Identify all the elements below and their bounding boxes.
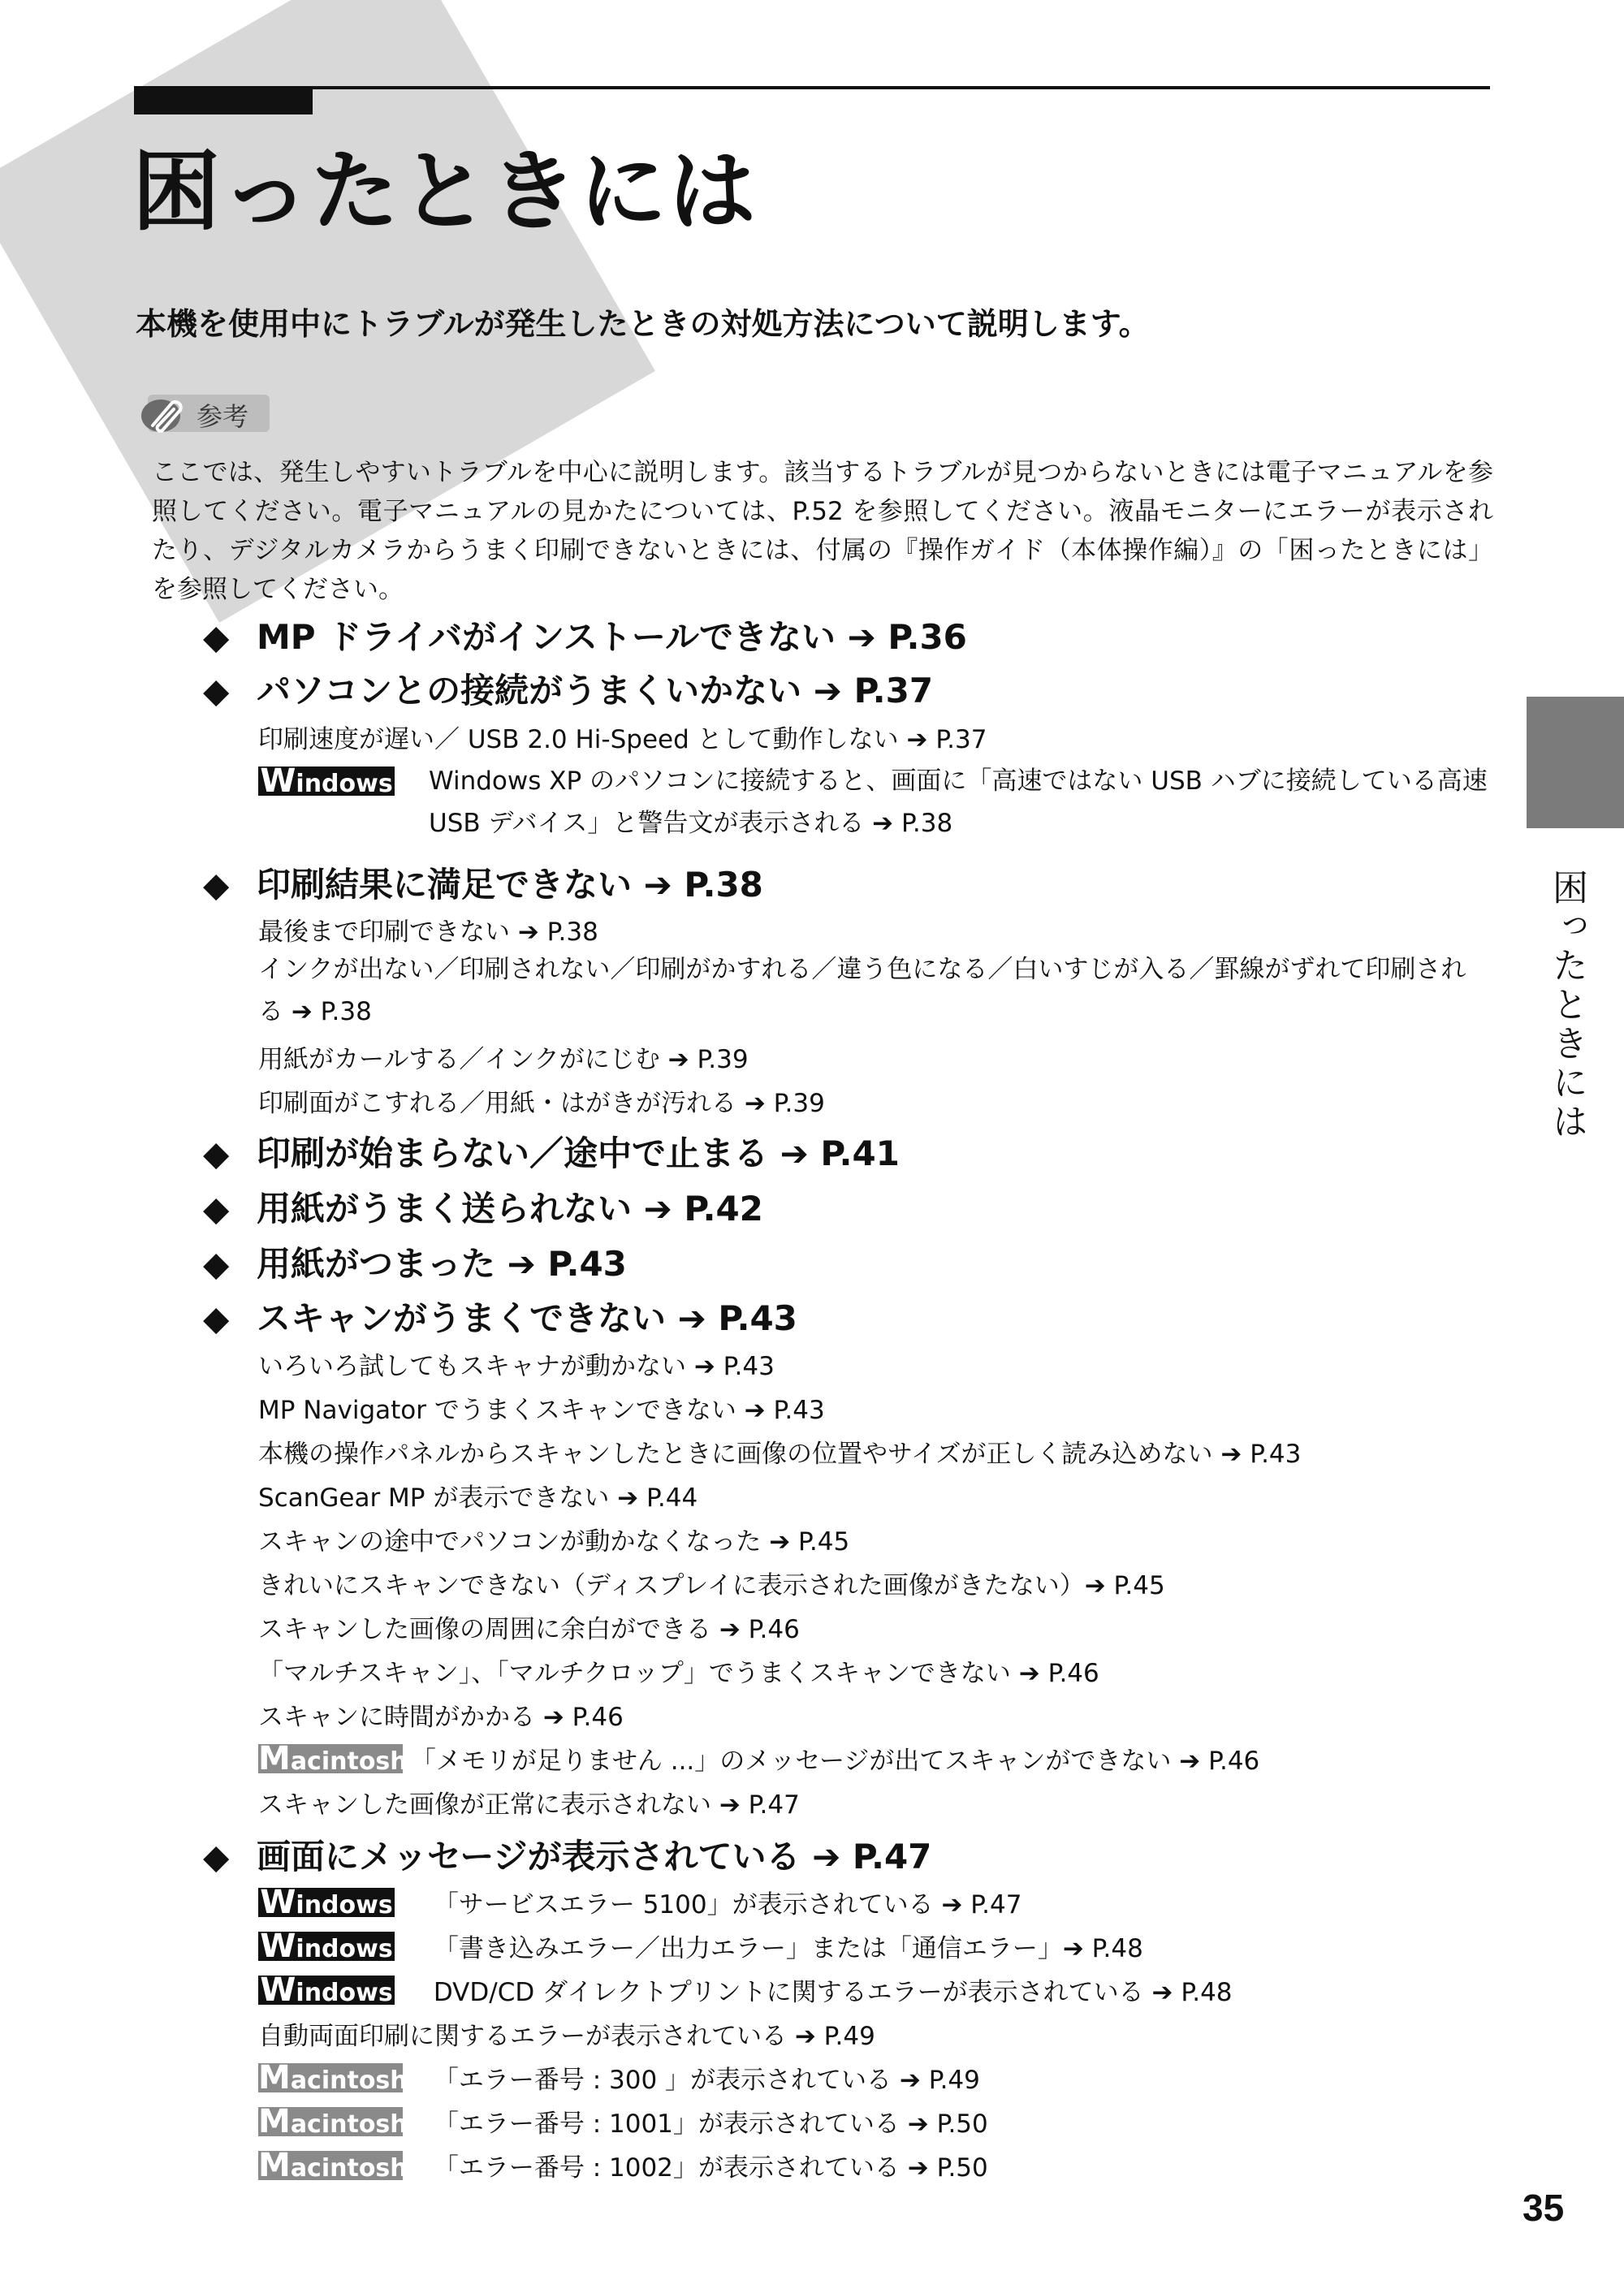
- list-item-text: 「書き込みエラー／出力エラー」または「通信エラー」➔ P.48: [433, 1934, 1143, 1963]
- diamond-bullet-icon: ◆: [203, 1244, 230, 1284]
- list-item: [258, 1884, 1021, 1920]
- windows-logo-icon: Windows: [258, 1976, 395, 2005]
- list-item-text: 「エラー番号 : 1001」が表示されている ➔ P.50: [433, 2109, 988, 2139]
- page-number: 35: [1522, 2187, 1565, 2229]
- top-rule: [134, 86, 1490, 89]
- section-heading: [203, 1127, 900, 1176]
- windows-logo-icon: Windows: [258, 766, 395, 796]
- diamond-bullet-icon: ◆: [203, 1189, 230, 1229]
- section-heading-text: スキャンがうまくできない ➔ P.43: [257, 1298, 797, 1338]
- chapter-side-label: 困ったときには: [1546, 869, 1587, 1142]
- list-item: [258, 2059, 980, 2096]
- section-heading: [203, 611, 967, 659]
- list-item-text: 「サービスエラー 5100」が表示されている ➔ P.47: [433, 1890, 1022, 1919]
- section-heading: [203, 664, 933, 713]
- section-heading-text: MP ドライバがインストールできない ➔ P.36: [257, 617, 967, 657]
- section-heading: [203, 1237, 627, 1286]
- list-item: 印刷速度が遅い／ USB 2.0 Hi-Speed として動作しない ➔ P.37: [258, 725, 987, 754]
- windows-logo-icon: Windows: [258, 1888, 395, 1917]
- paperclip-icon: [136, 388, 193, 438]
- list-item: スキャンに時間がかかる ➔ P.46: [258, 1703, 624, 1732]
- list-item: [258, 2103, 988, 2140]
- list-item-text: 「エラー番号 : 1002」が表示されている ➔ P.50: [433, 2153, 988, 2183]
- section-heading: [203, 858, 763, 907]
- list-item: インクが出ない／印刷されない／印刷がかすれる／違う色になる／白いすじが入る／罫線がずれて印刷される ➔ P.38: [258, 955, 1466, 1026]
- list-item: 印刷面がこすれる／用紙・はがきが汚れる ➔ P.39: [258, 1089, 825, 1118]
- list-item-text: 「メモリが足りません ...」のメッセージが出てスキャンができない ➔ P.46: [410, 1747, 1260, 1776]
- diamond-bullet-icon: ◆: [203, 671, 230, 710]
- list-item: いろいろ試してもスキャナが動かない ➔ P.43: [258, 1352, 775, 1381]
- list-item: きれいにスキャンできない（ディスプレイに表示された画像がきたない）➔ P.45: [258, 1571, 1165, 1600]
- windows-logo-icon: Windows: [258, 1932, 395, 1961]
- macintosh-logo-icon: Macintosh: [258, 2146, 408, 2184]
- macintosh-logo-icon: Macintosh: [258, 2102, 408, 2140]
- diamond-bullet-icon: ◆: [203, 1298, 230, 1338]
- macintosh-logo-icon: Macintosh: [258, 2058, 408, 2097]
- diamond-bullet-icon: ◆: [203, 1837, 230, 1876]
- list-item: スキャンした画像の周囲に余白ができる ➔ P.46: [258, 1615, 800, 1644]
- section-heading: [203, 1830, 931, 1879]
- list-item: 本機の操作パネルからスキャンしたときに画像の位置やサイズが正しく読み込めない ➔ P.43: [258, 1440, 1302, 1469]
- note-badge-label: 参考: [197, 401, 249, 432]
- list-item-text: 「エラー番号 : 300 」が表示されている ➔ P.49: [433, 2066, 980, 2095]
- list-item-text: Windows XP のパソコンに接続すると、画面に「高速ではない USB ハブに接続している高速 USB デバイス」と警告文が表示される ➔ P.38: [429, 766, 1488, 838]
- list-item: MP Navigator でうまくスキャンできない ➔ P.43: [258, 1396, 825, 1425]
- list-item: [258, 1740, 1259, 1777]
- section-heading-text: 印刷が始まらない／途中で止まる ➔ P.41: [257, 1134, 900, 1173]
- macintosh-logo-icon: Macintosh: [258, 1739, 408, 1777]
- section-heading-text: 印刷結果に満足できない ➔ P.38: [257, 865, 763, 905]
- section-heading-text: 画面にメッセージが表示されている ➔ P.47: [257, 1837, 932, 1876]
- list-item: 自動両面印刷に関するエラーが表示されている ➔ P.49: [258, 2022, 875, 2051]
- page-title: 困ったときには: [132, 141, 758, 243]
- note-badge: [136, 388, 268, 437]
- list-item: [258, 2147, 988, 2183]
- list-item: 「マルチスキャン」、「マルチクロップ」でうまくスキャンできない ➔ P.46: [258, 1659, 1099, 1688]
- section-heading-text: パソコンとの接続がうまくいかない ➔ P.37: [257, 671, 934, 710]
- page-subtitle: 本機を使用中にトラブルが発生したときの対処方法について説明します。: [136, 306, 1150, 342]
- list-item: [258, 762, 395, 800]
- note-text: ここでは、発生しやすいトラブルを中心に説明します。該当するトラブルが見つからないときには電子マニュアルを参照してください。電子マニュアルの見かたについては、P.52 を参照してください。液晶モニターにエラーが表示されたり、デジタルカメラからうまく印刷できないときには、付属の『操作ガイド（本体操作編）』の「困ったときには」を参照してください。: [152, 458, 1493, 604]
- top-rule-tab: [134, 86, 313, 114]
- chapter-side-tab: [1527, 697, 1624, 828]
- diamond-bullet-icon: ◆: [203, 617, 230, 657]
- list-item: ScanGear MP が表示できない ➔ P.44: [258, 1483, 698, 1513]
- list-item: 用紙がカールする／インクがにじむ ➔ P.39: [258, 1045, 749, 1074]
- list-item-text: DVD/CD ダイレクトプリントに関するエラーが表示されている ➔ P.48: [433, 1978, 1233, 2007]
- list-item: 最後まで印刷できない ➔ P.38: [258, 918, 598, 947]
- section-heading: [203, 1292, 797, 1341]
- section-heading-text: 用紙がつまった ➔ P.43: [257, 1244, 627, 1284]
- section-heading: [203, 1182, 763, 1231]
- diamond-bullet-icon: ◆: [203, 1134, 230, 1173]
- section-heading-text: 用紙がうまく送られない ➔ P.42: [257, 1189, 763, 1229]
- list-item: スキャンの途中でパソコンが動かなくなった ➔ P.45: [258, 1527, 850, 1557]
- list-item: [258, 1928, 1143, 1964]
- diamond-bullet-icon: ◆: [203, 865, 230, 905]
- list-item: [258, 1971, 1233, 2008]
- list-item: スキャンした画像が正常に表示されない ➔ P.47: [258, 1790, 800, 1820]
